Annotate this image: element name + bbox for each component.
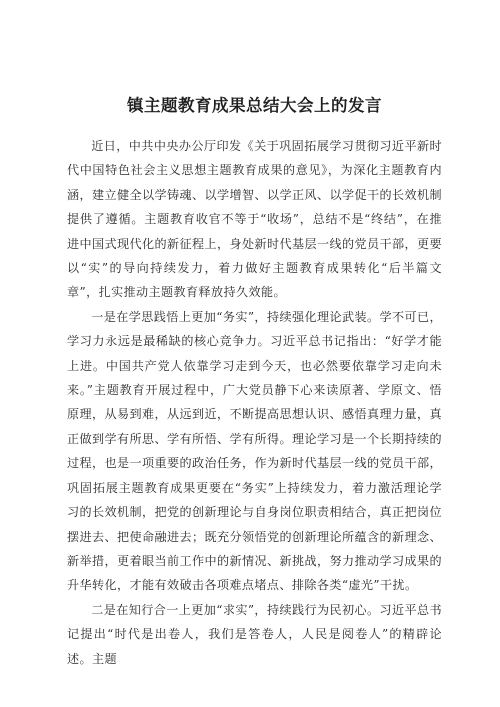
document-body [67,134,442,671]
document-title: 镇主题教育成果总结大会上的发言 [127,96,382,115]
paragraph-intro: 近日，中共中央办公厅印发《关于巩固拓展学习贯彻习近平新时代中国特色社会主义思想主题教育成果的意见》，为深化主题教育内涵，建立健全以学铸魂、以学增智、以学正风、以学促干的长效机制提供了遵循。主题教育收官不等于“收场”，总结不是“终结”，在推进中国式现代化的新征程上，身处新时代基层一线的党员干部，更要以“实”的导向持续发力，着力做好主题教育成果转化“后半篇文章”，扎实推动主题教育释放持久效能。 [67,139,442,300]
paragraph-point-two: 二是在知行合一上更加“求实”，持续践行为民初心。习近平总书记提出“时代是出卷人，我们是答卷人，人民是阅卷人”的精辟论述。主题 [67,602,442,666]
paragraph-point-one: 一是在学思践悟上更加“务实”，持续强化理论武装。学不可已，学习力永远是最稀缺的核心竞争力。习近平总书记指出：“好学才能上进。中国共产党人依靠学习走到今天，也必然要依靠学习走向未来。”主题教育开展过程中，广大党员静下心来读原著、学原文、悟原理，从易到难，从远到近，不断提高思想认识、感悟真理力量，真正做到学有所思、学有所悟、学有所得。理论学习是一个长期持续的过程，也是一项重要的政治任务，作为新时代基层一线的党员干部，巩固拓展主题教育成果更要在“务实”上持续发力，着力激活理论学习的长效机制，把党的创新理论与自身岗位职责相结合，真正把岗位摆进去、把使命融进去；既充分领悟党的创新理论所蕴含的新理念、新举措，更着眼当前工作中的新情况、新挑战，努力推动学习成果的升华转化，才能有效破击各项难点堵点、排除各类“虚光”干扰。 [67,309,442,593]
